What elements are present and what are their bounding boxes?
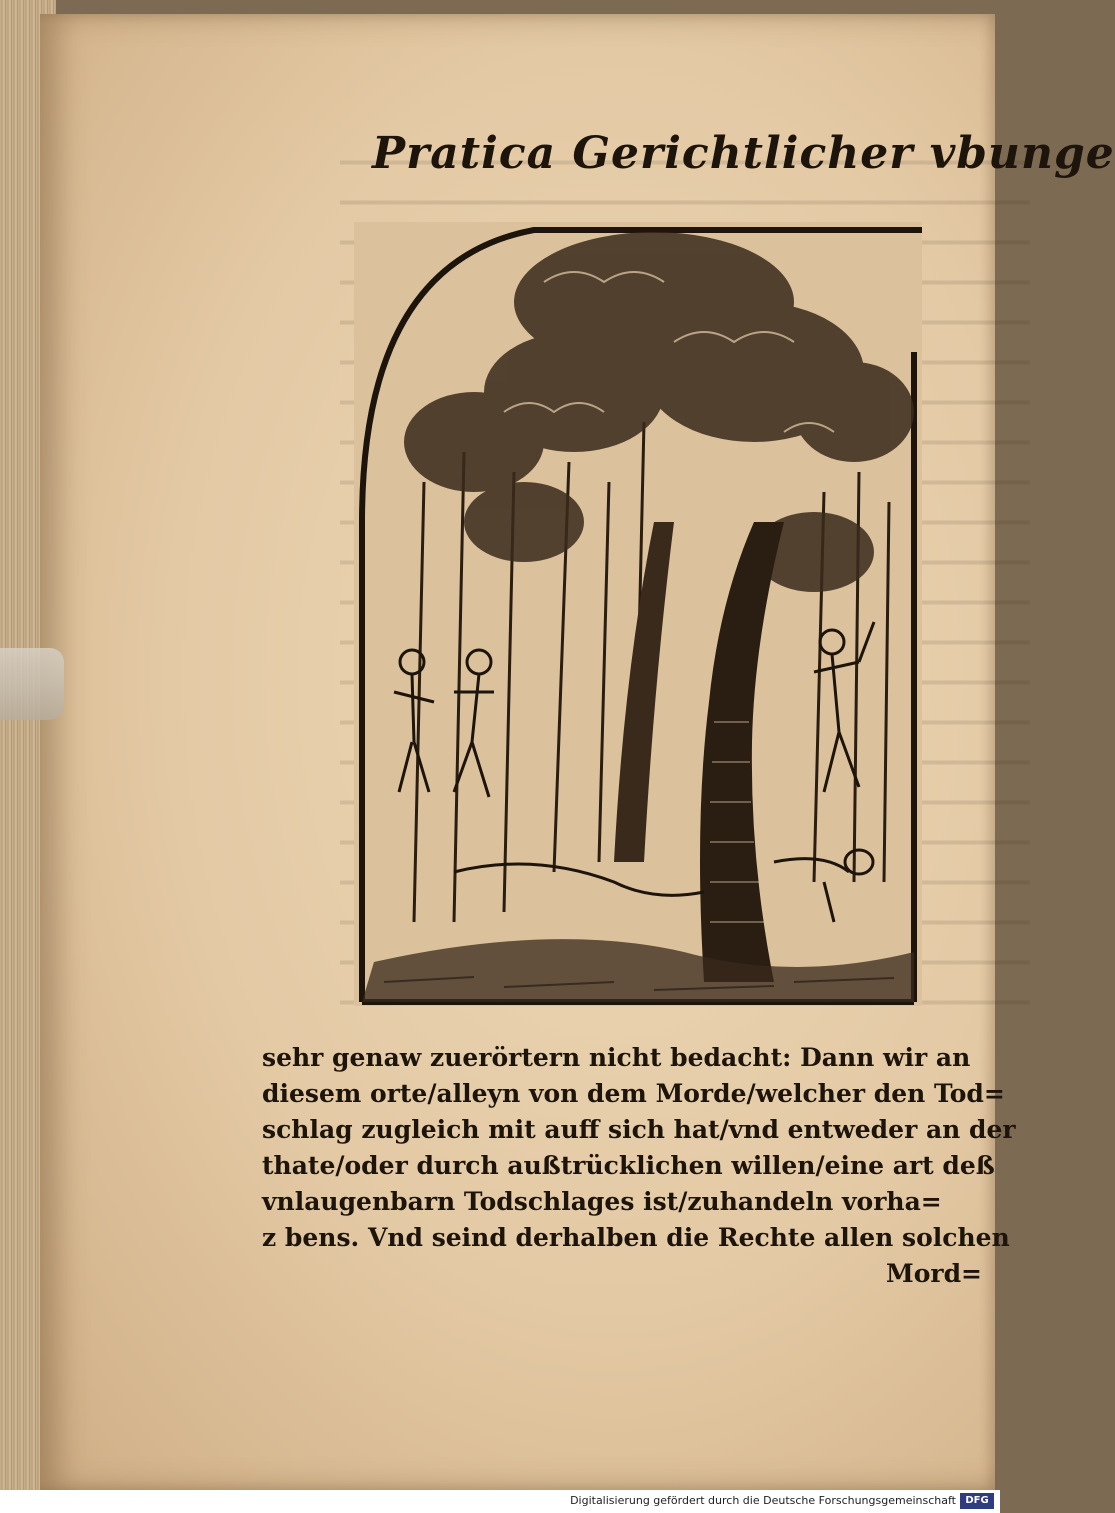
body-text — [262, 1040, 1016, 1292]
body-line: z bens. Vnd seind derhalben die Rechte allen solchen — [262, 1223, 1010, 1252]
page-title: Pratica Gerichtlicher vbunge — [372, 128, 1115, 179]
footer-bar — [0, 1490, 1000, 1513]
body-line: sehr genaw zuerörtern nicht bedacht: Dann wir an — [262, 1043, 971, 1072]
body-line: schlag zugleich mit auff sich hat/vnd entweder an der — [262, 1115, 1016, 1144]
body-line: thate/oder durch außtrücklichen willen/eine art deß — [262, 1151, 995, 1180]
body-line: vnlaugenbarn Todschlages ist/zuhandeln vorha= — [262, 1187, 942, 1216]
woodcut-illustration — [354, 222, 922, 1006]
clip-tab — [0, 648, 64, 720]
body-line: diesem orte/alleyn von dem Morde/welcher den Tod= — [262, 1079, 1005, 1108]
dfg-logo-icon: DFG — [960, 1493, 994, 1509]
catchword: Mord= — [886, 1259, 982, 1288]
funding-credit: Digitalisierung gefördert durch die Deutsche Forschungsgemeinschaft — [570, 1494, 956, 1507]
